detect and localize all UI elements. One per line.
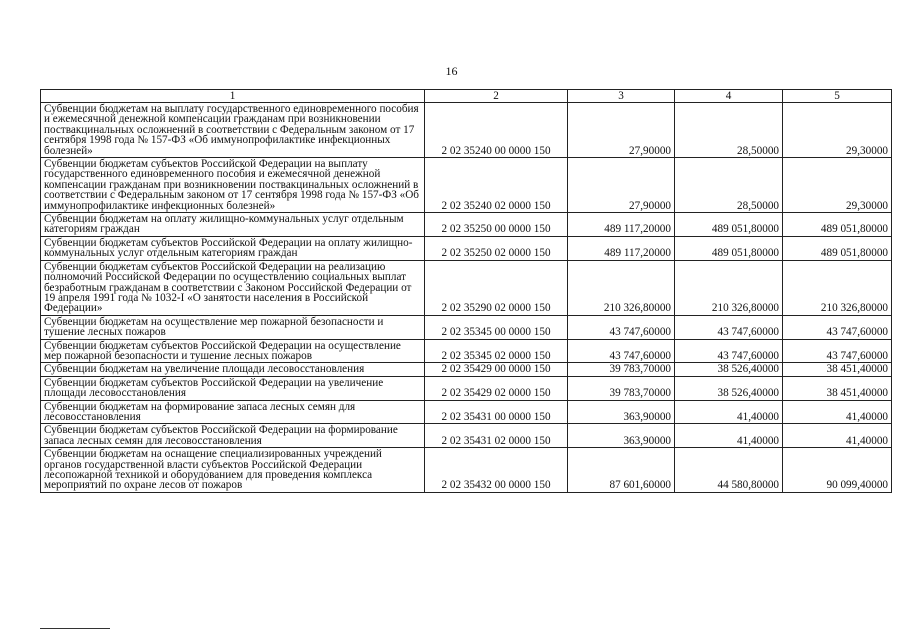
row-description: Субвенции бюджетам субъектов Российской Федерации на увеличение площади лесовосстановления: [41, 376, 425, 400]
table-body: [41, 103, 892, 493]
value-col4: 44 580,80000: [675, 448, 783, 493]
row-description: Субвенции бюджетам субъектов Российской Федерации на выплату государственного единовременного пособия и ежемесячной денежной компенсации гражданам при возникновении поствакцинальных осложнений в соответствии с Федеральным законом от 17 сентября 1998 года № 157-ФЗ «Об иммунопрофилактике инфекционных болезней»: [41, 158, 425, 213]
budget-code: 2 02 35240 02 0000 150: [425, 158, 568, 213]
value-col4: 38 526,40000: [675, 363, 783, 376]
table-row: [41, 339, 892, 363]
value-col3: 489 117,20000: [568, 213, 675, 237]
value-col3: 27,90000: [568, 158, 675, 213]
value-col5: 38 451,40000: [783, 363, 892, 376]
budget-code: 2 02 35432 00 0000 150: [425, 448, 568, 493]
value-col3: 43 747,60000: [568, 315, 675, 339]
table-row: [41, 363, 892, 376]
budget-code: 2 02 35290 02 0000 150: [425, 260, 568, 315]
row-description: Субвенции бюджетам субъектов Российской Федерации на осуществление мер пожарной безопасности и тушение лесных пожаров: [41, 339, 425, 363]
table-row: [41, 158, 892, 213]
value-col5: 38 451,40000: [783, 376, 892, 400]
budget-table: [40, 89, 892, 493]
value-col5: 43 747,60000: [783, 339, 892, 363]
value-col5: 210 326,80000: [783, 260, 892, 315]
table-header-row: [41, 90, 892, 103]
row-description: Субвенции бюджетам субъектов Российской Федерации на реализацию полномочий Российской Федерации по осуществлению социальных выплат безработным гражданам в соответствии с Законом Российской Федерации от 19 апреля 1991 года № 1032-I «О занятости населения в Российской Федерации»: [41, 260, 425, 315]
value-col4: 28,50000: [675, 158, 783, 213]
row-description: Субвенции бюджетам на выплату государственного единовременного пособия и ежемесячной денежной компенсации гражданам при возникновении поствакцинальных осложнений в соответствии с Федеральным законом от 17 сентября 1998 года № 157-ФЗ «Об иммунопрофилактике инфекционных болезней»: [41, 103, 425, 158]
value-col4: 38 526,40000: [675, 376, 783, 400]
value-col4: 210 326,80000: [675, 260, 783, 315]
table-row: [41, 103, 892, 158]
budget-code: 2 02 35345 02 0000 150: [425, 339, 568, 363]
value-col4: 43 747,60000: [675, 339, 783, 363]
value-col5: 41,40000: [783, 424, 892, 448]
column-header: 3: [568, 90, 675, 103]
column-header: 2: [425, 90, 568, 103]
table-row: [41, 424, 892, 448]
row-description: Субвенции бюджетам на оплату жилищно-коммунальных услуг отдельным категориям граждан: [41, 213, 425, 237]
table-row: [41, 260, 892, 315]
row-description: Субвенции бюджетам на оснащение специализированных учреждений органов государственной власти субъектов Российской Федерации лесопожарной техникой и оборудованием для проведения комплекса мероприятий по охране лесов от пожаров: [41, 448, 425, 493]
table-row: [41, 448, 892, 493]
budget-code: 2 02 35345 00 0000 150: [425, 315, 568, 339]
budget-code: 2 02 35431 00 0000 150: [425, 400, 568, 424]
table-row: [41, 400, 892, 424]
value-col3: 489 117,20000: [568, 236, 675, 260]
value-col5: 41,40000: [783, 400, 892, 424]
value-col4: 489 051,80000: [675, 236, 783, 260]
row-description: Субвенции бюджетам на формирование запаса лесных семян для лесовосстановления: [41, 400, 425, 424]
value-col3: 210 326,80000: [568, 260, 675, 315]
value-col4: 43 747,60000: [675, 315, 783, 339]
value-col3: 27,90000: [568, 103, 675, 158]
table-row: [41, 213, 892, 237]
value-col4: 28,50000: [675, 103, 783, 158]
table-row: [41, 376, 892, 400]
budget-code: 2 02 35431 02 0000 150: [425, 424, 568, 448]
value-col3: 363,90000: [568, 424, 675, 448]
value-col5: 29,30000: [783, 103, 892, 158]
value-col5: 489 051,80000: [783, 213, 892, 237]
value-col3: 43 747,60000: [568, 339, 675, 363]
value-col3: 87 601,60000: [568, 448, 675, 493]
value-col4: 41,40000: [675, 424, 783, 448]
table-row: [41, 236, 892, 260]
budget-code: 2 02 35429 02 0000 150: [425, 376, 568, 400]
column-header: 4: [675, 90, 783, 103]
budget-code: 2 02 35240 00 0000 150: [425, 103, 568, 158]
column-header: 1: [41, 90, 425, 103]
value-col3: 39 783,70000: [568, 376, 675, 400]
value-col5: 29,30000: [783, 158, 892, 213]
row-description: Субвенции бюджетам на увеличение площади лесовосстановления: [41, 363, 425, 376]
row-description: Субвенции бюджетам на осуществление мер пожарной безопасности и тушение лесных пожаров: [41, 315, 425, 339]
budget-code: 2 02 35250 00 0000 150: [425, 213, 568, 237]
value-col4: 489 051,80000: [675, 213, 783, 237]
budget-code: 2 02 35250 02 0000 150: [425, 236, 568, 260]
value-col3: 39 783,70000: [568, 363, 675, 376]
budget-code: 2 02 35429 00 0000 150: [425, 363, 568, 376]
footnote-divider: [40, 628, 110, 629]
page-number: 16: [445, 64, 458, 78]
value-col5: 43 747,60000: [783, 315, 892, 339]
value-col5: 90 099,40000: [783, 448, 892, 493]
column-header: 5: [783, 90, 892, 103]
value-col5: 489 051,80000: [783, 236, 892, 260]
table-row: [41, 315, 892, 339]
value-col3: 363,90000: [568, 400, 675, 424]
value-col4: 41,40000: [675, 400, 783, 424]
row-description: Субвенции бюджетам субъектов Российской Федерации на формирование запаса лесных семян для лесовосстановления: [41, 424, 425, 448]
row-description: Субвенции бюджетам субъектов Российской Федерации на оплату жилищно-коммунальных услуг отдельным категориям граждан: [41, 236, 425, 260]
